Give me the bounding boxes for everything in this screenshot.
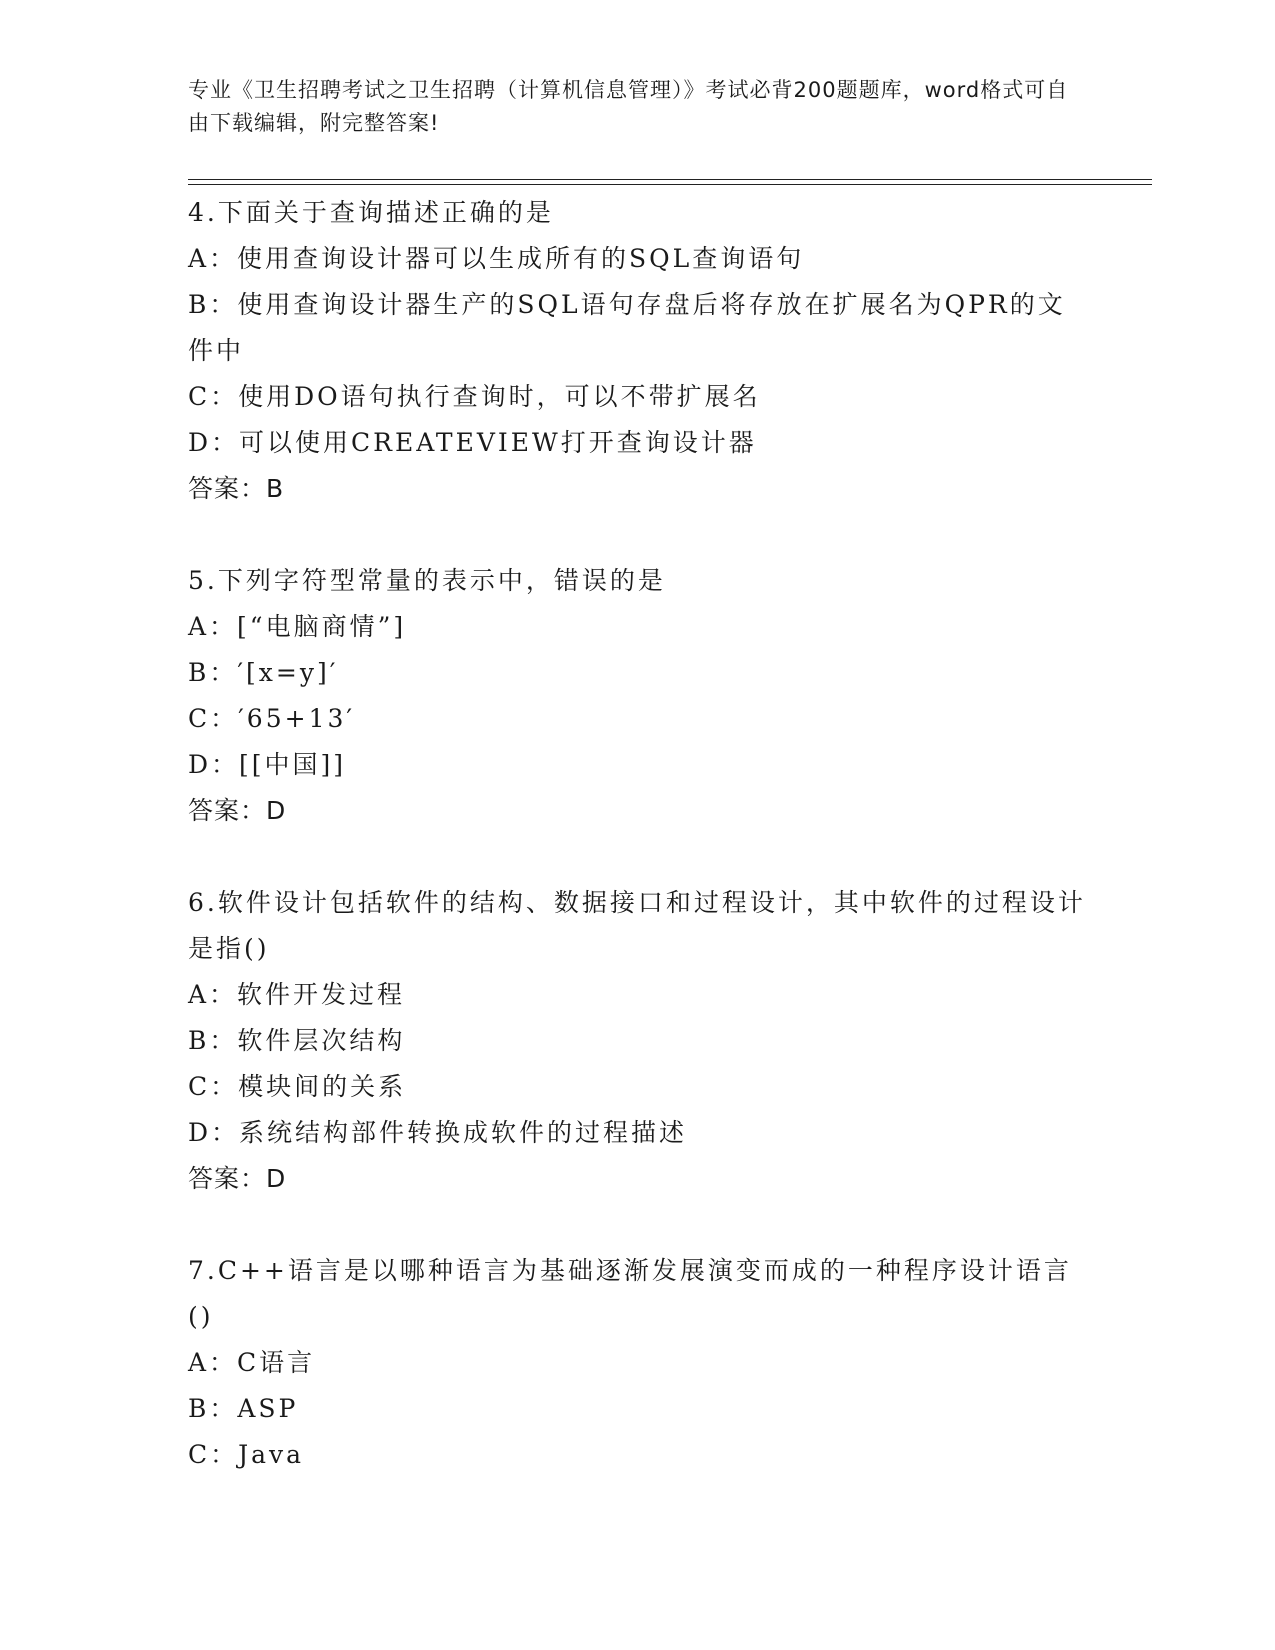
- option-b: B：软件层次结构: [188, 1026, 406, 1055]
- question-4: [188, 190, 1088, 512]
- question-6: [188, 880, 1088, 1202]
- option-b: B：ASP: [188, 1394, 299, 1423]
- option-a: A：C语言: [188, 1348, 316, 1377]
- option-b: B：′[x=y]′: [188, 658, 339, 687]
- question-7: [188, 1248, 1088, 1478]
- option-a: A：[“电脑商情”]: [188, 612, 407, 641]
- header-divider-bottom: [188, 184, 1152, 185]
- option-c: C：模块间的关系: [188, 1072, 407, 1101]
- question-stem: 4.下面关于查询描述正确的是: [188, 198, 554, 227]
- option-d: D：系统结构部件转换成软件的过程描述: [188, 1118, 688, 1147]
- option-a: A：软件开发过程: [188, 980, 406, 1009]
- question-stem: 7.C++语言是以哪种语言为基础逐渐发展演变而成的一种程序设计语言(): [188, 1256, 1072, 1331]
- question-stem: 5.下列字符型常量的表示中，错误的是: [188, 566, 666, 595]
- option-c: C：Java: [188, 1440, 305, 1469]
- option-d: D：可以使用CREATEVIEW打开查询设计器: [188, 428, 757, 457]
- option-c: C：′65+13′: [188, 704, 356, 733]
- answer: 答案：D: [188, 796, 287, 825]
- answer: 答案：B: [188, 474, 285, 503]
- option-d: D：[[中国]]: [188, 750, 347, 779]
- question-list: [188, 190, 1088, 1524]
- option-b: B：使用查询设计器生产的SQL语句存盘后将存放在扩展名为QPR的文件中: [188, 290, 1066, 365]
- question-5: [188, 558, 1088, 834]
- header-divider-top: [188, 179, 1152, 180]
- question-stem: 6.软件设计包括软件的结构、数据接口和过程设计，其中软件的过程设计是指(): [188, 888, 1086, 963]
- answer: 答案：D: [188, 1164, 287, 1193]
- document-header: 专业《卫生招聘考试之卫生招聘（计算机信息管理）》考试必背200题题库，word格式可自由下载编辑，附完整答案!: [188, 78, 1069, 135]
- option-a: A：使用查询设计器可以生成所有的SQL查询语句: [188, 244, 805, 273]
- option-c: C：使用DO语句执行查询时，可以不带扩展名: [188, 382, 761, 411]
